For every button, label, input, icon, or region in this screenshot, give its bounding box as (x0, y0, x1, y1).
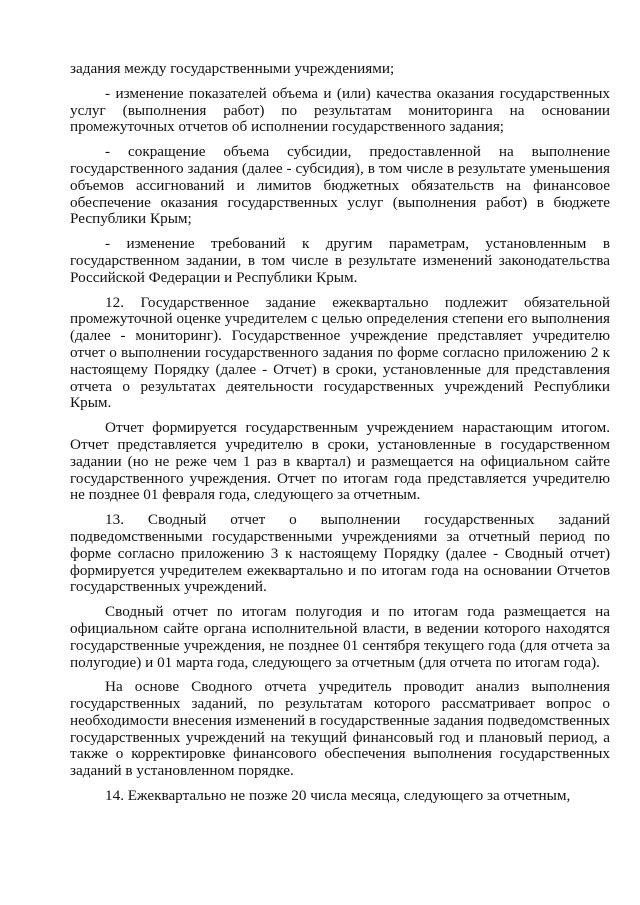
paragraph-item-13: 13. Сводный отчет о выполнении государственных заданий подведомственными государственными учреждениями за отчетный период по форме согласно приложению 3 к настоящему Порядку (далее - Сводный отчет) формируется учредителем ежеквартально и по итогам года на основании Отчетов государственных учреждений. (70, 511, 610, 596)
paragraph-item-14: 14. Ежеквартально не позже 20 числа месяца, следующего за отчетным, (105, 787, 571, 805)
paragraph-change-requirements: - изменение требований к другим параметрам, установленным в государственном задании, в том числе в результате изменений законодательства Российской Федерации и Республики Крым. (70, 235, 610, 286)
paragraph-subsidy-reduction: - сокращение объема субсидии, предоставленной на выполнение государственного задания (далее - субсидия), в том числе в результате уменьшения объемов ассигнований и лимитов бюджетных обязательств на финансовое обеспечение оказания государственных услуг (выполнения работ) в бюджете Республики Крым; (70, 143, 610, 228)
paragraph-report-formation: Отчет формируется государственным учреждением нарастающим итогом. Отчет представляется учредителю в сроки, установленные в государственном задании (но не реже чем 1 раз в квартал) и размещается на официальном сайте государственного учреждения. Отчет по итогам года представляется учредителю не позднее 01 февраля года, следующего за отчетным. (70, 419, 610, 504)
paragraph-change-indicators: - изменение показателей объема и (или) качества оказания государственных услуг (выполнения работ) по результатам мониторинга на основании промежуточных отчетов об исполнении государственного задания; (70, 84, 610, 136)
paragraph-continuation: задания между государственными учреждениями; (70, 60, 395, 77)
paragraph-summary-report-analysis: На основе Сводного отчета учредитель проводит анализ выполнения государственных заданий, по результатам которого рассматривает вопрос о необходимости внесения изменений в государственные задания подведомственных государственных учреждений на текущий финансовый год и плановый период, а также о корректировке финансового обеспечения выполнения государственных заданий в установленном порядке. (70, 678, 610, 780)
document-page (70, 61, 610, 805)
paragraph-item-12: 12. Государственное задание ежеквартально подлежит обязательной промежуточной оценке учредителем с целью определения степени его выполнения (далее - мониторинг). Государственное учреждение представляет учредителю отчет о выполнении государственного задания по форме согласно приложению 2 к настоящему Порядку (далее - Отчет) в сроки, установленные для представления отчета о результатах деятельности государственных учреждений Республики Крым. (70, 293, 610, 412)
paragraph-summary-report-publication: Сводный отчет по итогам полугодия и по итогам года размещается на официальном сайте органа исполнительной власти, в ведении которого находятся государственные учреждения, не позднее 01 сентября текущего года (для отчета за полугодие) и 01 марта года, следующего за отчетным (для отчета по итогам года). (70, 603, 610, 671)
